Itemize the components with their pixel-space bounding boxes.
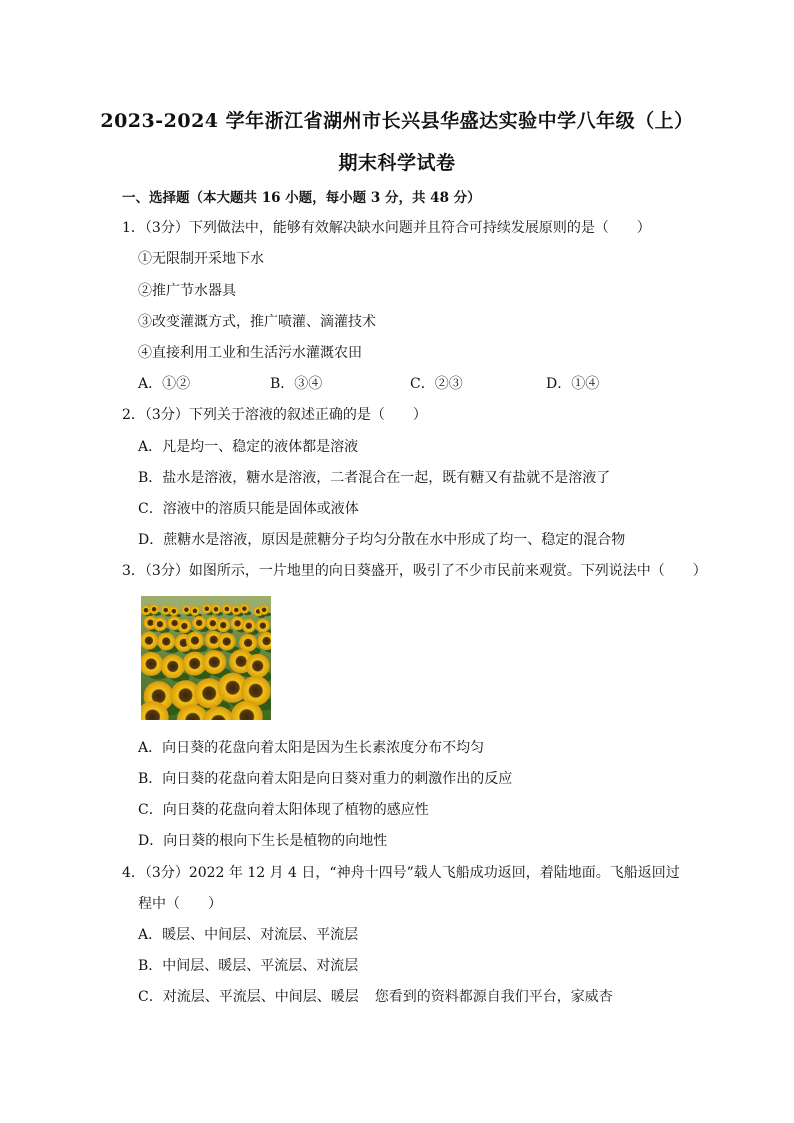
sunflower-head [186, 632, 204, 650]
sunflower-head [157, 632, 175, 650]
question-1-item: ③改变灌溉方式，推广喷灌、滴灌技术 [138, 314, 376, 330]
question-4-option-a: A．暖层、中间层、对流层、平流层 [138, 927, 359, 943]
sunflower-head [239, 634, 257, 652]
sunflower-head [259, 605, 269, 615]
question-3-option-d: D．向日葵的根向下生长是植物的向地性 [138, 833, 388, 849]
sunflower-head [202, 604, 212, 614]
question-3-option-c: C．向日葵的花盘向着太阳体现了植物的感应性 [138, 802, 429, 818]
question-2-option-d: D．蔗糖水是溶液，原因是蔗糖分子均匀分散在水中形成了均一、稳定的混合物 [138, 532, 626, 548]
sunflower-head [149, 604, 159, 614]
question-2-option-a: A．凡是均一、稳定的液体都是溶液 [138, 439, 359, 455]
sunflower-head [153, 617, 167, 631]
sunflower-head [192, 616, 206, 630]
sunflower-head [242, 619, 256, 633]
section-heading: 一、选择题（本大题共 16 小题，每小题 3 分，共 48 分） [122, 190, 481, 206]
question-4-option-c-row [138, 986, 613, 1006]
question-2-option-b: B．盐水是溶液，糖水是溶液，二者混合在一起，既有糖又有盐就不是溶液了 [138, 470, 611, 486]
question-1-option-a: A．①② [138, 376, 191, 392]
question-1-item: ①无限制开采地下水 [138, 251, 264, 267]
question-3-stem: 3．（3分）如图所示，一片地里的向日葵盛开，吸引了不少市民前来观赏。下列说法中（ ） [122, 563, 707, 579]
question-2-stem: 2．（3分）下列关于溶液的叙述正确的是（ ） [122, 407, 427, 423]
exam-title-line1: 2023-2024 学年浙江省湖州市长兴县华盛达实验中学八年级（上） [100, 110, 694, 132]
sunflower-head [177, 619, 191, 633]
sunflower-head [222, 604, 232, 614]
question-4-option-c: C．对流层、平流层、中间层、暖层 [138, 989, 359, 1005]
question-1-option-c: C．②③ [410, 376, 463, 392]
question-1-item: ④直接利用工业和生活污水灌溉农田 [138, 345, 362, 361]
question-4-stem-line2: 程中（ ） [138, 896, 222, 912]
sunflower-head [216, 618, 230, 632]
sunflower-head [218, 633, 236, 651]
exam-title-line2: 期末科学试卷 [338, 152, 456, 174]
sunflower-head [256, 619, 270, 633]
question-1-option-d: D．①④ [546, 376, 600, 392]
sunflower-field-photo [141, 596, 271, 720]
sunflower-head [211, 604, 221, 614]
sunflower-head [246, 654, 270, 678]
question-1-option-b: B．③④ [270, 376, 323, 392]
sunflower-head [190, 606, 200, 616]
sunflower-head [239, 604, 249, 614]
question-3-option-a: A．向日葵的花盘向着太阳是因为生长素浓度分布不均匀 [138, 740, 485, 756]
question-3-option-b: B．向日葵的花盘向着太阳是向日葵对重力的刺激作出的反应 [138, 771, 513, 787]
question-2-option-c: C．溶液中的溶质只能是固体或液体 [138, 501, 359, 517]
question-4-option-b: B．中间层、暖层、平流层、对流层 [138, 958, 359, 974]
watermark-text: 您看到的资料都源自我们平台，家威杏 [374, 989, 613, 1005]
sunflower-head [169, 606, 179, 616]
sunflower-head [161, 654, 185, 678]
sunflower-head [181, 605, 191, 615]
sunflower-head [202, 650, 226, 674]
question-1-stem: 1．（3分）下列做法中，能够有效解决缺水问题并且符合可持续发展原则的是（ ） [122, 220, 651, 236]
question-1-item: ②推广节水器具 [138, 283, 236, 299]
question-4-stem-line1: 4．（3分）2022 年 12 月 4 日，“神舟十四号”载人飞船成功返回，着陆地面。飞船返回过 [122, 865, 680, 881]
